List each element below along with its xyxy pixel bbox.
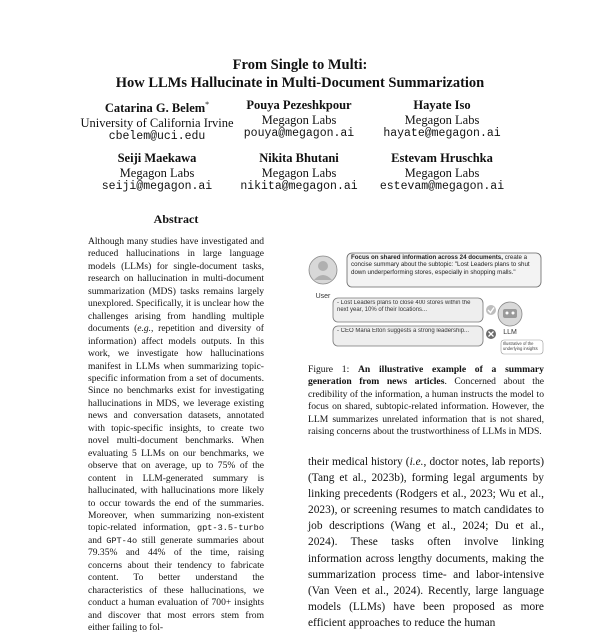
title-line-2: How LLMs Hallucinate in Multi-Document Summarization xyxy=(115,75,485,91)
llm-robot-icon xyxy=(498,302,522,326)
abstract-text: and xyxy=(88,534,107,546)
author-name: Pouya Pezeshkpour xyxy=(246,98,352,112)
author-affiliation: Megagon Labs xyxy=(404,112,480,127)
side-note: Illustrative of the underlying insights xyxy=(503,341,538,351)
body-text: their medical history ( xyxy=(308,456,410,468)
cross-icon xyxy=(486,329,496,339)
author-affiliation: Megagon Labs xyxy=(261,112,337,127)
response-text-2: - CEO Maria Elton suggests a strong leadership... xyxy=(337,328,470,334)
author-6 xyxy=(352,151,532,195)
prompt-rest: create a concise summary about the subtopic: "Lost Leaders plans to shut down underperforming stores, especially in shopping malls." xyxy=(351,254,530,276)
model-name: gpt-3.5-turbo xyxy=(196,523,264,534)
title-line-1: From Single to Multi: xyxy=(232,57,368,73)
paper-title xyxy=(0,56,600,92)
author-name: Seiji Maekawa xyxy=(117,151,197,165)
body-text: , doctor notes, lab reports) (Tang et al., 2023b), forming legal arguments by linking precedents (Rodgers et al., 2023; Wu et al., 2023), or screening resumes to match candidates to job descriptions (Wang et al., 2024; Du et al., 2024). These tasks often involve linking information across lengthy documents, making the summarization process time- and labor-intensive (Van Veen et al., 2024). Recently, large language models (LLMs) have been proposed as more efficient approaches to reduce the human xyxy=(308,456,544,629)
abstract-heading: Abstract xyxy=(153,212,199,226)
abstract-text: , repetition and diversity of information) affect models outputs. In this work, we investigate how hallucinations manifest in LLMs when summarizing topic-specific information from a set of documents. Since no benchmarks exist for investigating hallucinations in MDS, we leverage existing news and conversation datasets, annotated with topic-specific insights, to create two novel multi-document benchmarks. When evaluating 5 LLMs on our benchmarks, we observe that on average, up to 75% of the content in LLM-generated summary is hallucinated, with hallucinations more likely to occur towards the end of the summaries. Moreover, when summarizing non-existent topic-related information, xyxy=(88,323,264,534)
author-name: Estevam Hruschka xyxy=(391,151,493,165)
figure-caption xyxy=(308,364,544,438)
author-affiliation: Megagon Labs xyxy=(404,165,480,180)
llm-label: LLM xyxy=(503,329,517,336)
author-name: Nikita Bhutani xyxy=(259,151,339,165)
author-3 xyxy=(352,98,532,142)
caption-label: Figure 1: xyxy=(308,364,350,375)
response-text-1: - Lost Leaders plans to close 400 stores within the next year, 10% of their locations... xyxy=(337,300,471,314)
abstract-body xyxy=(88,236,264,635)
author-affiliation: Megagon Labs xyxy=(119,165,195,180)
author-email: estevam@megagon.ai xyxy=(379,180,505,193)
author-mark: * xyxy=(205,100,210,109)
prompt-text xyxy=(351,254,539,287)
body-ie: i.e. xyxy=(409,456,424,468)
caption-bold: An illustrative example of a summary generation from news articles xyxy=(308,364,544,388)
author-email: seiji@megagon.ai xyxy=(101,180,213,193)
author-email: nikita@megagon.ai xyxy=(240,180,358,193)
author-email: pouya@megagon.ai xyxy=(243,127,355,140)
user-avatar-icon xyxy=(309,256,337,284)
author-name: Catarina G. Belem xyxy=(104,101,206,116)
abstract-text: Although many studies have investigated and reduced hallucinations in large language models (LLMs) for single-document tasks, research on hallucination in multi-document summarization (MDS) tasks remains largely unexplored. Specifically, it is unclear how the challenges arising from handling multiple documents ( xyxy=(88,236,264,335)
author-name: Hayate Iso xyxy=(413,98,471,112)
author-email: hayate@megagon.ai xyxy=(383,127,501,140)
caption-rest: . Concerned about the credibility of the information, a human instructs the model to focus on shared, subtopic-related information. However, the LLM summarizes unrelated information that is not shared, raising concerns about the trustworthiness of LLMs in MDS. xyxy=(308,376,545,438)
user-label: User xyxy=(315,293,331,300)
model-name: GPT-4o xyxy=(106,535,138,546)
body-paragraph xyxy=(308,454,544,631)
abstract-text: still generate summaries about 79.35% and 44% of the time, raising concerns about their tendency to fabricate content. To better understand the characteristics of these hallucinations, we conduct a human evaluation of 700+ insights and discover that most errors stem from either failing to fol- xyxy=(88,534,265,634)
author-email: cbelem@uci.edu xyxy=(108,130,206,144)
author-affiliation: University of California Irvine xyxy=(80,115,234,130)
abstract-eg: e.g. xyxy=(137,323,152,335)
author-affiliation: Megagon Labs xyxy=(261,165,337,180)
prompt-bold: Focus on shared information across 24 documents, xyxy=(351,254,503,261)
check-icon xyxy=(486,305,496,315)
figure-1 xyxy=(305,218,545,358)
